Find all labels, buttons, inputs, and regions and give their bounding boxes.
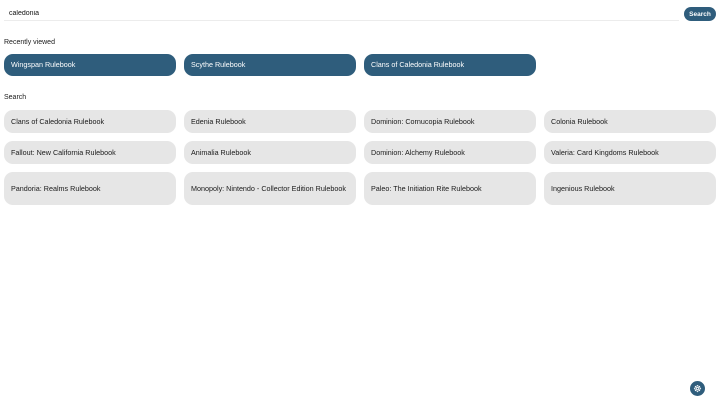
result-item[interactable]: Colonia Rulebook bbox=[544, 110, 716, 133]
result-item[interactable]: Dominion: Alchemy Rulebook bbox=[364, 141, 536, 164]
recent-item[interactable]: Scythe Rulebook bbox=[184, 54, 356, 76]
result-item[interactable]: Pandoria: Realms Rulebook bbox=[4, 172, 176, 205]
result-item[interactable]: Valeria: Card Kingdoms Rulebook bbox=[544, 141, 716, 164]
settings-button[interactable] bbox=[690, 381, 705, 396]
result-item[interactable]: Clans of Caledonia Rulebook bbox=[4, 110, 176, 133]
result-item[interactable]: Paleo: The Initiation Rite Rulebook bbox=[364, 172, 536, 205]
recently-viewed-heading: Recently viewed bbox=[4, 39, 55, 46]
recent-item[interactable]: Clans of Caledonia Rulebook bbox=[364, 54, 536, 76]
recent-item[interactable]: Wingspan Rulebook bbox=[4, 54, 176, 76]
result-item[interactable]: Fallout: New California Rulebook bbox=[4, 141, 176, 164]
result-item[interactable]: Edenia Rulebook bbox=[184, 110, 356, 133]
search-results-heading: Search bbox=[4, 94, 27, 101]
result-item[interactable]: Dominion: Cornucopia Rulebook bbox=[364, 110, 536, 133]
gear-icon bbox=[693, 384, 702, 393]
search-input[interactable] bbox=[4, 6, 679, 21]
result-item[interactable]: Monopoly: Nintendo - Collector Edition Rulebook bbox=[184, 172, 356, 205]
result-item[interactable]: Ingenious Rulebook bbox=[544, 172, 716, 205]
search-button[interactable]: Search bbox=[684, 7, 716, 21]
result-item[interactable]: Animalia Rulebook bbox=[184, 141, 356, 164]
